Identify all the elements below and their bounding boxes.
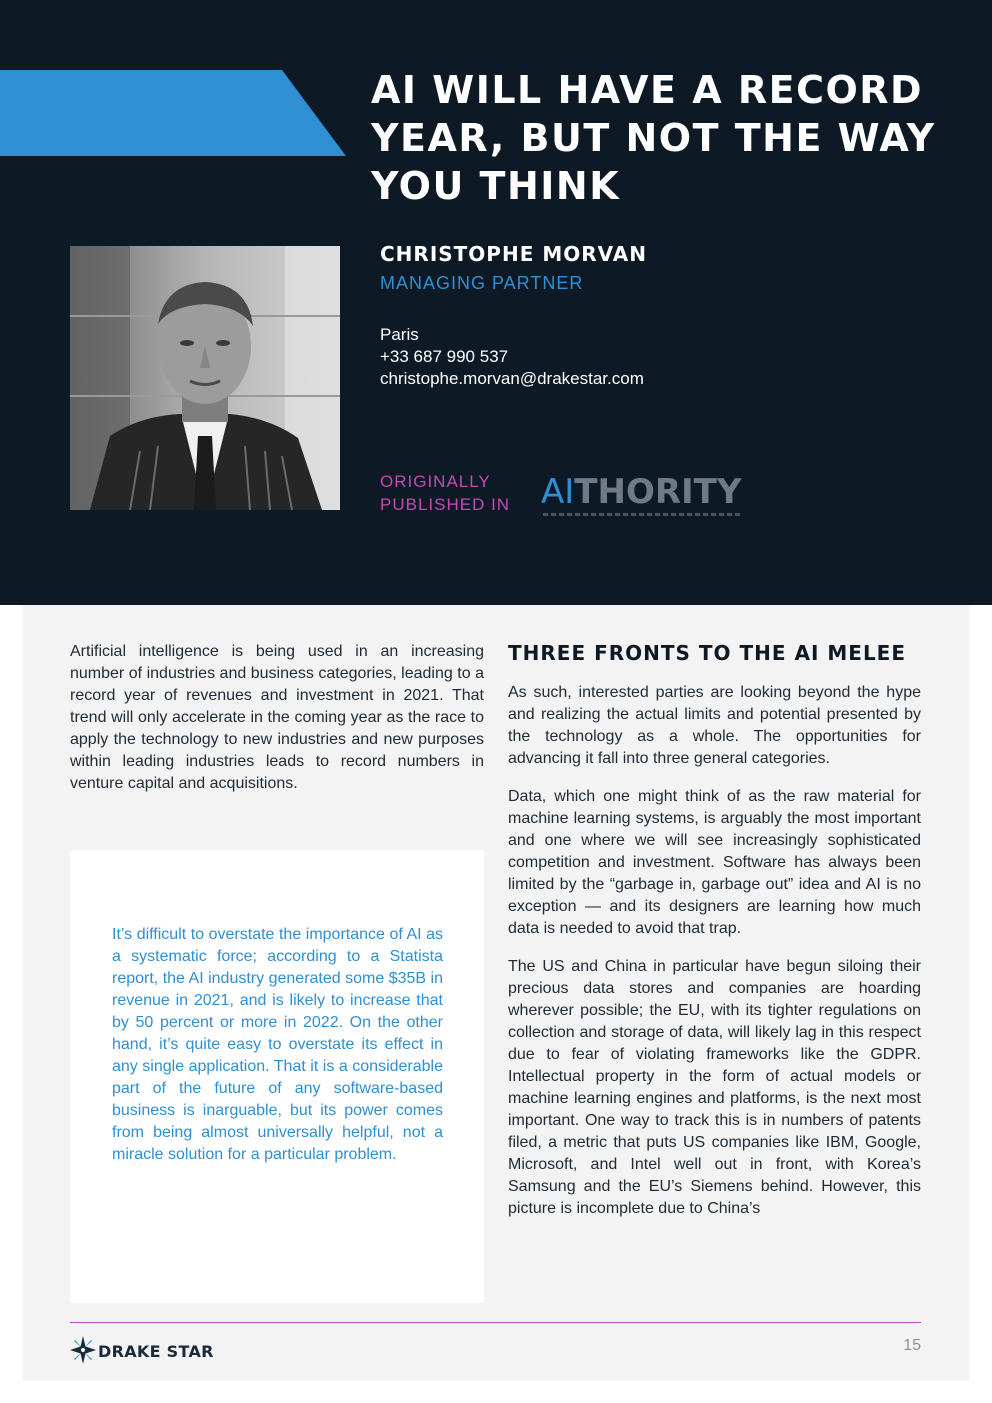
author-name: CHRISTOPHE MORVAN: [380, 242, 647, 266]
body-paragraph: Data, which one might think of as the raw material for machine learning systems, is arguably the most important and one where we will see increasingly sophisticated competition and investment. Software has always been limited by the “garbage in, garbage out” idea and AI is no exception — and its designers are learning how much data is needed to avoid that trap.: [508, 788, 921, 937]
body-paragraph: The US and China in particular have begun siloing their precious data stores and companies are hoarding wherever possible; the EU, with its tighter regulations on collection and storage of data, will likely lag in this respect due to fear of violating frameworks like the GDPR. Intellectual property in the form of actual models or machine learning engines and platforms, is the next most important. One way to track this is in numbers of patents filed, a metric that puts US companies like IBM, Google, Microsoft, and Intel well out in front, with Korea’s Samsung and the EU’s Siemens behind. However, this picture is incomplete due to China’s: [508, 958, 921, 1217]
right-column: [508, 640, 921, 1236]
article-header: [0, 0, 992, 605]
pull-quote-box: [70, 850, 484, 1303]
author-photo: [70, 246, 340, 510]
left-column: [70, 641, 484, 795]
logo-tagline: [543, 513, 743, 516]
author-role: MANAGING PARTNER: [380, 273, 584, 293]
page-number: 15: [903, 1337, 921, 1354]
pull-quote: It’s difficult to overstate the importance of AI as a systematic force; according to a Statista report, the AI industry generated some $35B in revenue in 2021, and is likely to increase that by 50 percent or more in 2022. On the other hand, it’s quite easy to overstate its effect in any single application. That it is a considerable part of the future of any software-based business is inarguable, but its power comes from being almost universally helpful, not a miracle solution for a particular problem.: [112, 926, 443, 1163]
author-city: Paris: [380, 325, 419, 344]
section-heading: THREE FRONTS TO THE AI MELEE: [508, 641, 907, 665]
star-compass-icon: [70, 1336, 96, 1364]
author-phone: +33 687 990 537: [380, 347, 509, 366]
footer-brand: DRAKE STAR: [98, 1342, 214, 1361]
body-paragraph: As such, interested parties are looking beyond the hype and realizing the actual limits and potential presented by the technology as a whole. The opportunities for advancing it fall into three general categories.: [508, 684, 921, 767]
publication-label: [380, 470, 510, 516]
footer-divider: [70, 1322, 921, 1323]
publication-label-line1: ORIGINALLY: [380, 472, 491, 491]
accent-bar: [0, 70, 346, 156]
logo-thority-part: THORITY: [574, 472, 742, 512]
author-contact: [380, 324, 644, 390]
intro-paragraph: Artificial intelligence is being used in an increasing number of industries and business categories, leading to a record year of revenues and investment in 2021. That trend will only accelerate in the coming year as the race to apply the technology to new industries and new purposes within leading industries leads to record numbers in venture capital and acquisitions.: [70, 643, 484, 792]
article-title: AI WILL HAVE A RECORD YEAR, BUT NOT THE WAY YOU THINK: [371, 68, 936, 208]
aithority-logo: [541, 472, 742, 512]
publication-label-line2: PUBLISHED IN: [380, 495, 511, 514]
author-email[interactable]: christophe.morvan@drakestar.com: [380, 369, 644, 388]
logo-ai-part: AI: [541, 472, 575, 512]
